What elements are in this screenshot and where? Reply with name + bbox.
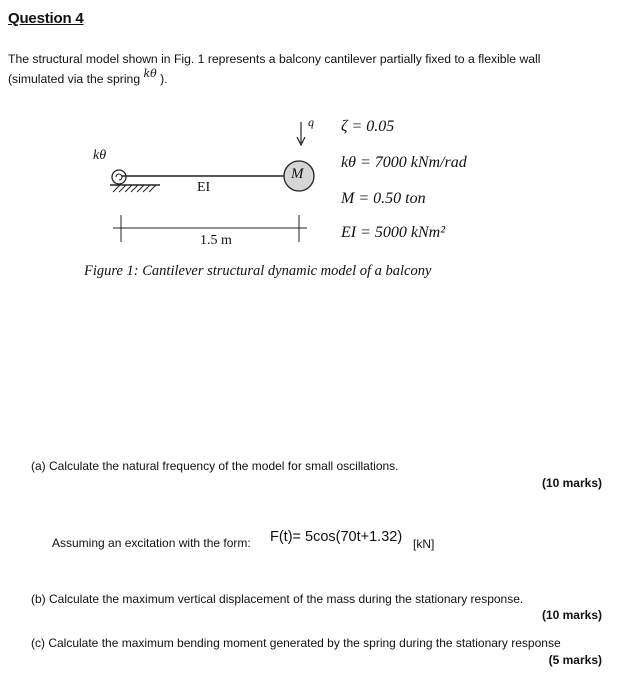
part-a-marks: (10 marks) [541, 476, 602, 490]
spring-label: kθ [93, 148, 107, 163]
param-zeta: ζ = 0.05 [341, 118, 395, 135]
part-b-marks: (10 marks) [541, 608, 602, 622]
figure-caption: Figure 1: Cantilever structural dynamic model of a balcony [84, 263, 432, 279]
excitation-unit: [kN] [413, 537, 435, 551]
part-a-question: (a) Calculate the natural frequency of the model for small oscillations. [31, 459, 399, 473]
part-c-question: (c) Calculate the maximum bending moment generated by the spring during the stationary response [31, 636, 561, 650]
spring-symbol-inline: kθ [143, 67, 157, 80]
mass-label: M [291, 166, 304, 182]
excitation-formula: F(t)= 5cos(70t+1.32) [270, 529, 403, 545]
load-label: q [308, 115, 314, 129]
part-c-marks: (5 marks) [548, 653, 602, 667]
part-b-question: (b) Calculate the maximum vertical displacement of the mass during the stationary response. [31, 592, 524, 606]
load-arrow-icon [297, 122, 305, 145]
param-ktheta: kθ = 7000 kNm/rad [341, 154, 467, 171]
intro-line-2-suffix: ). [156, 72, 168, 86]
span-label: 1.5 m [200, 233, 232, 248]
question-title: Question 4 [8, 10, 84, 27]
wall-support-icon [110, 185, 160, 192]
param-ei: EI = 5000 kNm² [341, 224, 446, 241]
param-mass: M = 0.50 ton [341, 190, 426, 207]
intro-line-2-prefix: (simulated via the spring [8, 72, 144, 86]
excitation-text: Assuming an excitation with the form: [52, 536, 251, 550]
intro-line-1: The structural model shown in Fig. 1 represents a balcony cantilever partially fixed to a flexible wall [8, 52, 541, 66]
beam-label: EI [197, 180, 211, 195]
rotational-spring-icon [112, 170, 126, 184]
